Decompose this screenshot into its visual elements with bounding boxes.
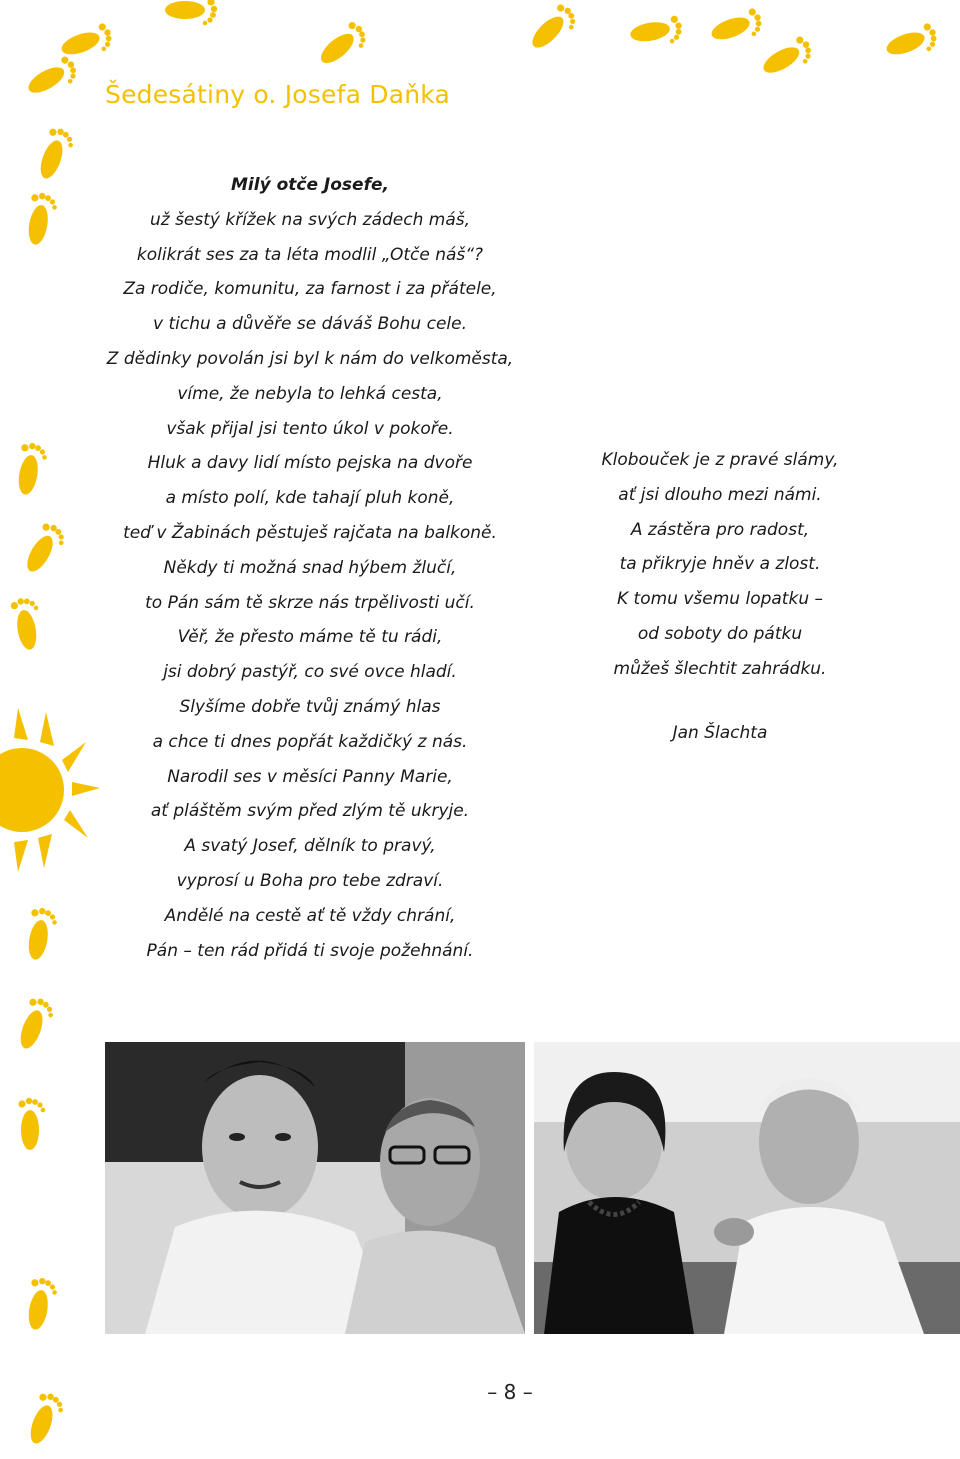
page-number: – 8 – <box>487 1380 533 1404</box>
poem-line: Pán – ten rád přidá ti svoje požehnání. <box>146 940 474 961</box>
poem-line: to Pán sám tě skrze nás trpělivosti učí. <box>145 592 475 613</box>
poem-line: A zástěra pro radost, <box>630 519 810 540</box>
poem-line: už šestý křížek na svých zádech máš, <box>149 209 471 230</box>
poem-line: kolikrát ses za ta léta modlil „Otče náš“? <box>136 244 484 265</box>
poem-line: ta přikryje hněv a zlost. <box>619 554 821 575</box>
poem-author: Jan Šlachta <box>672 723 768 743</box>
poem-line: Z dědinky povolán jsi byl k nám do velkoměsta, <box>106 348 514 369</box>
poem-line: Narodil ses v měsíci Panny Marie, <box>167 766 453 787</box>
poem-line: vyprosí u Boha pro tebe zdraví. <box>176 870 444 891</box>
page-title: Šedesátiny o. Josefa Daňka <box>105 80 451 109</box>
poem-line: a chce ti dnes popřát každičký z nás. <box>152 731 468 752</box>
poem-line: Věř, že přesto máme tě tu rádi, <box>177 627 443 648</box>
poem-line: a místo polí, kde tahají pluh koně, <box>165 488 455 509</box>
poem-line: od soboty do pátku <box>637 623 803 644</box>
poem-main <box>60 168 560 968</box>
poem-line: v tichu a důvěře se dáváš Bohu cele. <box>153 314 467 335</box>
photo-two-men <box>105 1042 525 1334</box>
poem-line: teď v Žabinách pěstuješ rajčata na balkoně. <box>123 522 497 543</box>
poem-side <box>560 443 880 687</box>
poem-line: ať jsi dlouho mezi námi. <box>618 484 822 505</box>
poem-line: A svatý Josef, dělník to pravý, <box>184 836 436 857</box>
poem-line: Andělé na cestě ať tě vždy chrání, <box>164 905 456 926</box>
poem-line: Někdy ti možná snad hýbem žlučí, <box>163 557 457 578</box>
poem-line: K tomu všemu lopatku – <box>617 589 823 610</box>
poem-line: víme, že nebyla to lehká cesta, <box>177 383 443 404</box>
poem-line: můžeš šlechtit zahrádku. <box>613 658 827 679</box>
photo-woman-and-man <box>534 1042 960 1334</box>
poem-line: Za rodiče, komunitu, za farnost i za přátele, <box>123 279 497 300</box>
poem-line: Hluk a davy lidí místo pejska na dvoře <box>147 453 473 474</box>
poem-line: Milý otče Josefe, <box>231 175 389 195</box>
poem-line: Klobouček je z pravé slámy, <box>601 450 839 470</box>
poem-line: však přijal jsi tento úkol v pokoře. <box>166 418 454 439</box>
poem-line: jsi dobrý pastýř, co své ovce hladí. <box>163 662 457 683</box>
poem-line: ať pláštěm svým před zlým tě ukryje. <box>150 801 470 822</box>
poem-line: Slyšíme dobře tvůj známý hlas <box>179 696 441 717</box>
